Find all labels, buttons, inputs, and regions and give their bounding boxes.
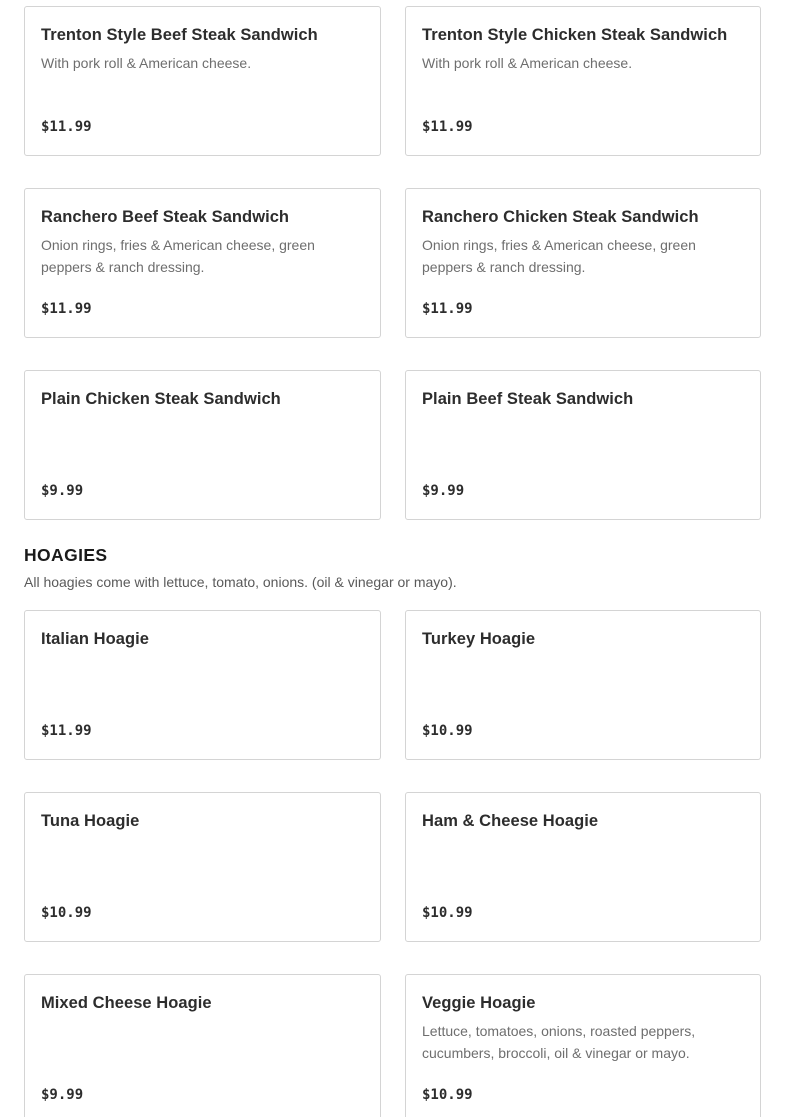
menu-item-name: Mixed Cheese Hoagie (41, 994, 212, 1012)
menu-item-description: With pork roll & American cheese. (41, 55, 252, 71)
menu-item-name: Ranchero Chicken Steak Sandwich (422, 208, 699, 226)
menu-item-price: $11.99 (41, 723, 92, 739)
menu-item-name: Plain Beef Steak Sandwich (422, 390, 634, 408)
menu-item-description: Onion rings, fries & American cheese, green peppers & ranch dressing. (41, 237, 315, 275)
menu-item-card[interactable] (405, 188, 761, 338)
menu-item-name: Turkey Hoagie (422, 630, 536, 648)
menu-item-name: Ranchero Beef Steak Sandwich (41, 208, 290, 226)
menu-item-price: $9.99 (41, 483, 84, 499)
menu-item-price: $9.99 (41, 1087, 84, 1103)
menu-item-card[interactable] (24, 188, 381, 338)
menu-item-card[interactable] (24, 610, 381, 760)
menu-item-card[interactable] (24, 974, 381, 1117)
menu-item-description: Onion rings, fries & American cheese, green peppers & ranch dressing. (422, 237, 696, 275)
menu-item-name: Ham & Cheese Hoagie (422, 812, 599, 830)
menu-item-name: Trenton Style Chicken Steak Sandwich (422, 26, 728, 44)
menu-item-card[interactable] (405, 792, 761, 942)
menu-item-price: $10.99 (422, 1087, 473, 1103)
menu-item-price: $11.99 (41, 119, 92, 135)
menu-item-name: Veggie Hoagie (422, 994, 536, 1012)
menu-item-price: $9.99 (422, 483, 465, 499)
menu-item-card[interactable] (24, 6, 381, 156)
menu-item-card[interactable] (405, 6, 761, 156)
menu-item-price: $10.99 (41, 905, 92, 921)
menu-item-description: Lettuce, tomatoes, onions, roasted peppers, cucumbers, broccoli, oil & vinegar or mayo. (422, 1023, 696, 1061)
menu-item-card[interactable] (405, 610, 761, 760)
menu-item-name: Plain Chicken Steak Sandwich (41, 390, 281, 408)
menu-item-price: $11.99 (41, 301, 92, 317)
menu-item-card[interactable] (24, 792, 381, 942)
menu-item-card[interactable] (24, 370, 381, 520)
menu-item-name: Italian Hoagie (41, 630, 149, 648)
menu-item-description: With pork roll & American cheese. (422, 55, 633, 71)
menu-item-price: $11.99 (422, 301, 473, 317)
menu-item-name: Tuna Hoagie (41, 812, 140, 830)
menu-item-name: Trenton Style Beef Steak Sandwich (41, 26, 318, 44)
menu-item-price: $11.99 (422, 119, 473, 135)
menu-item-card[interactable] (405, 974, 761, 1117)
menu-item-price: $10.99 (422, 905, 473, 921)
menu-item-card[interactable] (405, 370, 761, 520)
section-description: All hoagies come with lettuce, tomato, onions. (oil & vinegar or mayo). (24, 574, 457, 590)
menu-item-price: $10.99 (422, 723, 473, 739)
section-title: HOAGIES (24, 545, 108, 565)
